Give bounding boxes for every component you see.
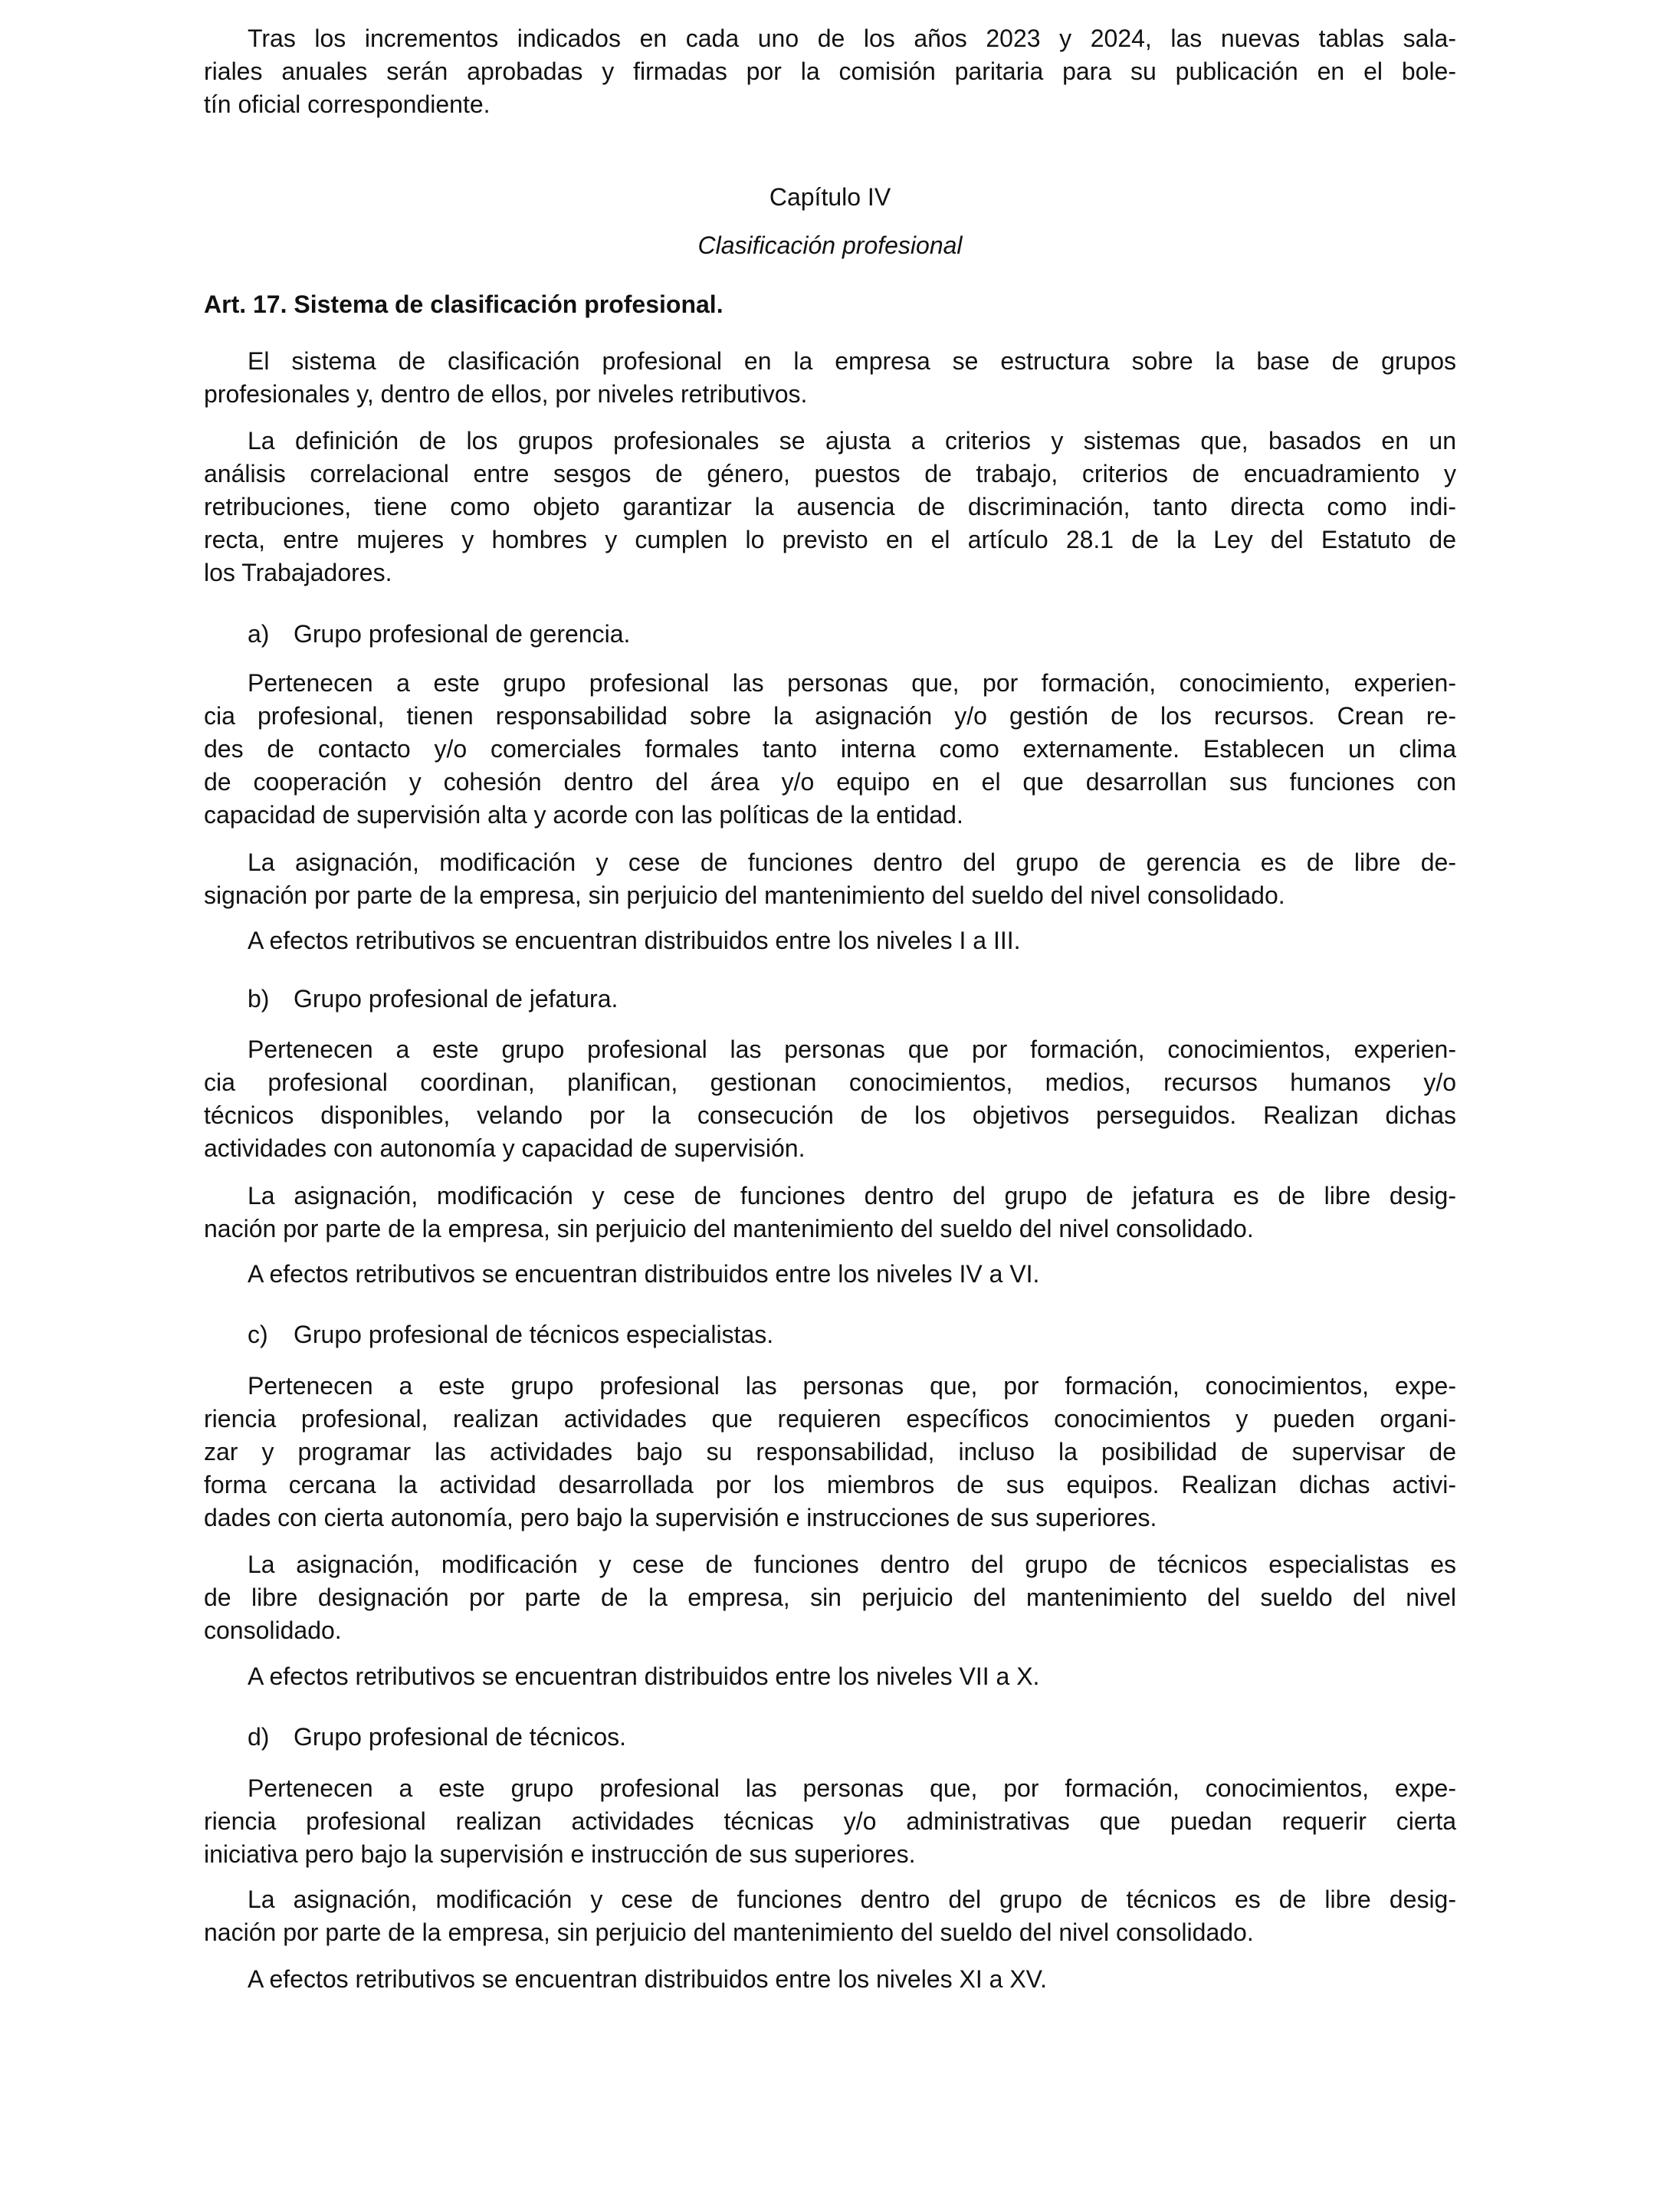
- text-line: La definición de los grupos profesionales se ajusta a criterios y sistemas que, basados en un: [248, 427, 1456, 455]
- paragraph: [204, 846, 1456, 912]
- list-item-heading: [204, 1318, 1456, 1351]
- paragraph: [204, 1258, 1456, 1291]
- paragraph: [204, 1660, 1456, 1693]
- paragraph: [204, 1883, 1456, 1949]
- text-line: nación por parte de la empresa, sin perjuicio del mantenimiento del sueldo del nivel consolidado.: [204, 1215, 1254, 1242]
- paragraph: [204, 425, 1456, 589]
- text-line: tín oficial correspondiente.: [204, 90, 491, 118]
- text-line: La asignación, modificación y cese de funciones dentro del grupo de técnicos especialistas es: [248, 1551, 1456, 1578]
- list-item-heading: [204, 983, 1456, 1016]
- text-line: Pertenecen a este grupo profesional las personas que, por formación, conocimientos, expe-: [248, 1372, 1456, 1400]
- item-row: [204, 983, 1456, 1016]
- paragraph: [204, 1772, 1456, 1871]
- text-line: capacidad de supervisión alta y acorde con las políticas de la entidad.: [204, 801, 963, 829]
- text-line: técnicos disponibles, velando por la consecución de los objetivos perseguidos. Realizan dichas: [204, 1101, 1456, 1129]
- text-line: cia profesional, tienen responsabilidad sobre la asignación y/o gestión de los recursos. Crean re-: [204, 702, 1456, 730]
- item-title: Grupo profesional de técnicos especialistas.: [294, 1321, 774, 1348]
- text-line: nación por parte de la empresa, sin perjuicio del mantenimiento del sueldo del nivel consolidado.: [204, 1918, 1254, 1946]
- item-row: [204, 1318, 1456, 1351]
- text-line: análisis correlacional entre sesgos de género, puestos de trabajo, criterios de encuadramiento y: [204, 460, 1456, 487]
- text-line: La asignación, modificación y cese de funciones dentro del grupo de técnicos es de libre desig-: [248, 1886, 1456, 1913]
- text-line: retribuciones, tiene como objeto garantizar la ausencia de discriminación, tanto directa como indi-: [204, 493, 1456, 520]
- text-line: Clasificación profesional: [697, 231, 963, 259]
- article-heading: [204, 288, 1456, 321]
- text-line: A efectos retributivos se encuentran distribuidos entre los niveles IV a VI.: [248, 1260, 1040, 1288]
- item-marker: a): [248, 620, 270, 648]
- paragraph: [204, 1370, 1456, 1534]
- list-item-heading: [204, 1721, 1456, 1754]
- text-line: consolidado.: [204, 1617, 342, 1644]
- paragraph: [204, 345, 1456, 411]
- item-title: Grupo profesional de jefatura.: [294, 985, 619, 1013]
- text-line: A efectos retributivos se encuentran distribuidos entre los niveles VII a X.: [248, 1662, 1040, 1690]
- text-line: actividades con autonomía y capacidad de supervisión.: [204, 1134, 806, 1162]
- paragraph: [204, 1548, 1456, 1647]
- text-line: riencia profesional, realizan actividades que requieren específicos conocimientos y pueden organi-: [204, 1405, 1456, 1433]
- text-line: riales anuales serán aprobadas y firmadas por la comisión paritaria para su publicación en el bole-: [204, 57, 1456, 85]
- text-line: Pertenecen a este grupo profesional las personas que, por formación, conocimiento, experien-: [248, 669, 1456, 697]
- item-marker: d): [248, 1723, 270, 1751]
- text-line: signación por parte de la empresa, sin perjuicio del mantenimiento del sueldo del nivel consolidado.: [204, 881, 1285, 909]
- paragraph: [204, 924, 1456, 957]
- text-line: El sistema de clasificación profesional en la empresa se estructura sobre la base de grupos: [248, 347, 1456, 375]
- text-line: La asignación, modificación y cese de funciones dentro del grupo de jefatura es de libre desig-: [248, 1182, 1456, 1210]
- text-line: forma cercana la actividad desarrollada por los miembros de sus equipos. Realizan dichas activi-: [204, 1471, 1456, 1498]
- paragraph: [204, 22, 1456, 121]
- paragraph: [204, 1963, 1456, 1996]
- text-line: Pertenecen a este grupo profesional las personas que por formación, conocimientos, experien-: [248, 1036, 1456, 1063]
- text-line: Art. 17. Sistema de clasificación profesional.: [204, 290, 724, 318]
- paragraph: [204, 1033, 1456, 1165]
- list-item-heading: [204, 618, 1456, 651]
- chapter-title: [204, 181, 1456, 214]
- text-line: iniciativa pero bajo la supervisión e instrucción de sus superiores.: [204, 1840, 916, 1868]
- text-line: zar y programar las actividades bajo su responsabilidad, incluso la posibilidad de supervisar de: [204, 1438, 1456, 1466]
- item-row: [204, 618, 1456, 651]
- item-title: Grupo profesional de gerencia.: [294, 620, 631, 648]
- text-line: recta, entre mujeres y hombres y cumplen lo previsto en el artículo 28.1 de la Ley del Estatuto de: [204, 526, 1456, 553]
- text-line: dades con cierta autonomía, pero bajo la supervisión e instrucciones de sus superiores.: [204, 1504, 1157, 1531]
- item-title: Grupo profesional de técnicos.: [294, 1723, 627, 1751]
- text-line: A efectos retributivos se encuentran distribuidos entre los niveles XI a XV.: [248, 1965, 1047, 1993]
- text-line: riencia profesional realizan actividades técnicas y/o administrativas que puedan requerir cierta: [204, 1807, 1456, 1835]
- item-marker: c): [248, 1321, 268, 1348]
- text-line: A efectos retributivos se encuentran distribuidos entre los niveles I a III.: [248, 927, 1021, 954]
- text-line: de libre designación por parte de la empresa, sin perjuicio del mantenimiento del sueldo del nivel: [204, 1584, 1456, 1611]
- text-line: Pertenecen a este grupo profesional las personas que, por formación, conocimientos, expe-: [248, 1774, 1456, 1802]
- text-line: Tras los incrementos indicados en cada uno de los años 2023 y 2024, las nuevas tablas sala-: [248, 25, 1456, 52]
- text-line: los Trabajadores.: [204, 559, 392, 586]
- text-line: La asignación, modificación y cese de funciones dentro del grupo de gerencia es de libre de-: [248, 848, 1456, 876]
- text-line: profesionales y, dentro de ellos, por niveles retributivos.: [204, 380, 808, 408]
- text-line: de cooperación y cohesión dentro del área y/o equipo en el que desarrollan sus funciones con: [204, 768, 1456, 796]
- paragraph: [204, 667, 1456, 832]
- text-line: cia profesional coordinan, planifican, gestionan conocimientos, medios, recursos humanos y/o: [204, 1068, 1456, 1096]
- item-row: [204, 1721, 1456, 1754]
- chapter-subtitle: [204, 229, 1456, 262]
- item-marker: b): [248, 985, 270, 1013]
- paragraph: [204, 1180, 1456, 1246]
- text-line: des de contacto y/o comerciales formales tanto interna como externamente. Establecen un clima: [204, 735, 1456, 763]
- text-line: Capítulo IV: [769, 183, 891, 211]
